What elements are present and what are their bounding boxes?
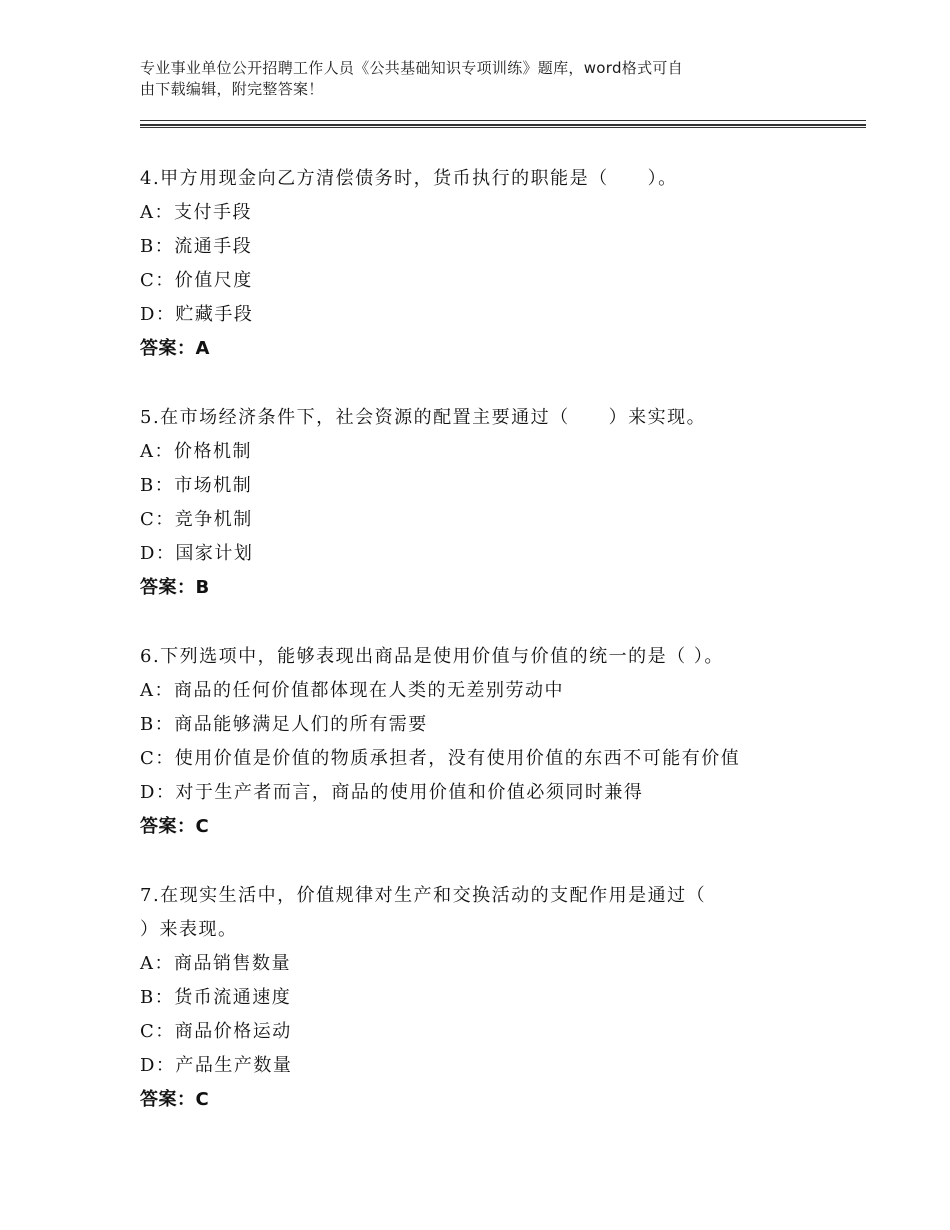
option-a: A：商品销售数量 xyxy=(140,953,291,974)
option-b: B：流通手段 xyxy=(140,236,253,257)
question-7 xyxy=(140,879,840,1117)
option-c: C：竞争机制 xyxy=(140,509,253,530)
answer-label: 答案：C xyxy=(140,816,210,837)
option-b: B：商品能够满足人们的所有需要 xyxy=(140,714,428,735)
answer-label: 答案：B xyxy=(140,577,210,598)
option-d: D：产品生产数量 xyxy=(140,1055,293,1076)
option-c: C：商品价格运动 xyxy=(140,1021,292,1042)
option-d: D：对于生产者而言，商品的使用价值和价值必须同时兼得 xyxy=(140,782,644,803)
option-b: B：市场机制 xyxy=(140,475,253,496)
answer-label: 答案：A xyxy=(140,338,210,359)
question-stem-line-2: ）来表现。 xyxy=(140,919,238,940)
header-divider-bottom xyxy=(140,127,866,128)
document-header xyxy=(140,58,820,100)
header-line-2: 由下载编辑，附完整答案！ xyxy=(140,80,324,98)
option-d: D：贮藏手段 xyxy=(140,304,254,325)
question-stem-line-1: 7.在现实生活中，价值规律对生产和交换活动的支配作用是通过（ xyxy=(140,885,707,906)
question-5 xyxy=(140,401,840,605)
option-b: B：货币流通速度 xyxy=(140,987,292,1008)
option-a: A：价格机制 xyxy=(140,441,252,462)
header-divider-top xyxy=(140,120,866,121)
option-c: C：价值尺度 xyxy=(140,270,253,291)
question-6 xyxy=(140,640,840,844)
header-line-1: 专业事业单位公开招聘工作人员《公共基础知识专项训练》题库，word格式可自 xyxy=(140,59,683,77)
question-stem: 5.在市场经济条件下，社会资源的配置主要通过（ ）来实现。 xyxy=(140,407,707,428)
option-a: A：商品的任何价值都体现在人类的无差别劳动中 xyxy=(140,680,564,701)
question-4 xyxy=(140,162,840,366)
option-d: D：国家计划 xyxy=(140,543,254,564)
answer-label: 答案：C xyxy=(140,1089,210,1110)
option-a: A：支付手段 xyxy=(140,202,252,223)
option-c: C：使用价值是价值的物质承担者，没有使用价值的东西不可能有价值 xyxy=(140,748,741,769)
question-stem: 6.下列选项中，能够表现出商品是使用价值与价值的统一的是（ ）。 xyxy=(140,646,724,667)
header-divider-middle xyxy=(140,124,866,126)
question-stem: 4.甲方用现金向乙方清偿债务时，货币执行的职能是（ ）。 xyxy=(140,168,678,189)
